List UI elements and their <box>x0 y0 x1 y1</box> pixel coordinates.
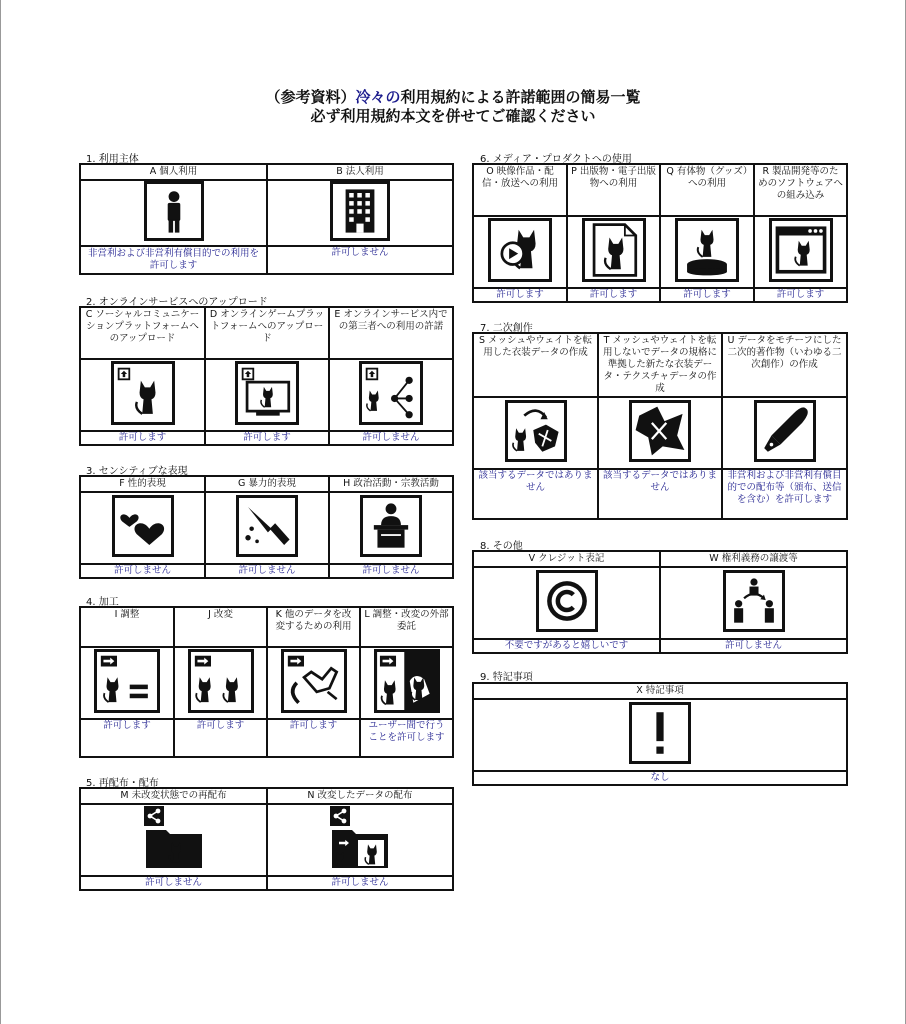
section-1-label: 1. 利用主体 <box>86 154 139 165</box>
cell-head-e: E オンラインサービス内での第三者への利用の許諾 <box>329 307 453 359</box>
status-c: 許可します <box>80 431 205 445</box>
status-r: 許可します <box>754 288 847 302</box>
section-8-table <box>472 550 848 654</box>
status-a: 非営利および非営利有償目的での利用を許可します <box>80 246 267 274</box>
section-5-label: 5. 再配布・配布 <box>86 778 159 789</box>
modify-icon <box>188 649 254 713</box>
cell-head-w: W 権利義務の譲渡等 <box>660 551 847 567</box>
adjust-icon <box>94 649 160 713</box>
status-x: なし <box>473 771 847 785</box>
status-l: ユーザー間で行うことを許可します <box>360 719 453 757</box>
video-icon <box>488 218 552 282</box>
software-icon <box>769 218 833 282</box>
publication-icon <box>582 218 646 282</box>
cell-head-x: X 特記事項 <box>473 683 847 699</box>
section-6-label: 6. メディア・プロダクトへの使用 <box>480 154 632 165</box>
section-7-table <box>472 332 848 520</box>
share-modified-icon <box>328 806 392 870</box>
cell-head-o: O 映像作品・配信・放送への利用 <box>473 164 567 216</box>
cell-head-k: K 他のデータを改変するための利用 <box>267 607 360 647</box>
cell-head-b: B 法人利用 <box>267 164 453 180</box>
section-1-table <box>79 163 454 275</box>
page-subtitle: 必ず利用規約本文を併せてご確認ください <box>310 107 596 125</box>
cell-head-a: A 個人利用 <box>80 164 267 180</box>
upload-share-icon <box>359 361 423 425</box>
person-icon <box>144 181 204 241</box>
cell-head-m: M 未改変状態での再配布 <box>80 788 267 804</box>
section-9-label: 9. 特記事項 <box>480 672 533 683</box>
status-v: 不要ですがあると嬉しいです <box>473 639 660 653</box>
section-5-table <box>79 787 454 891</box>
cell-head-r: R 製品開発等のためのソフトウェアへの組み込み <box>754 164 847 216</box>
podium-icon <box>360 495 422 557</box>
status-o: 許可します <box>473 288 567 302</box>
status-b: 許可しません <box>267 246 453 274</box>
building-icon <box>330 181 390 241</box>
status-n: 許可しません <box>267 876 453 890</box>
other-data-icon <box>281 649 347 713</box>
cell-head-p: P 出版物・電子出版物への利用 <box>567 164 660 216</box>
copyright-icon <box>536 570 598 632</box>
goods-icon <box>675 218 739 282</box>
section-6-table <box>472 163 848 303</box>
pen-nib-icon <box>754 400 816 462</box>
cell-head-h: H 政治活動・宗教活動 <box>329 476 453 492</box>
section-9-table <box>472 682 848 786</box>
upload-monitor-icon <box>235 361 299 425</box>
status-q: 許可します <box>660 288 754 302</box>
cell-head-f: F 性的表現 <box>80 476 205 492</box>
transfer-icon <box>723 570 785 632</box>
cell-head-c: C ソーシャルコミュニケーションプラットフォームへのアップロード <box>80 307 205 359</box>
section-7-label: 7. 二次創作 <box>480 323 533 334</box>
status-m: 許可しません <box>80 876 267 890</box>
outsource-icon <box>374 649 440 713</box>
status-j: 許可します <box>174 719 267 757</box>
upload-cat-icon <box>111 361 175 425</box>
knife-icon <box>236 495 298 557</box>
status-h: 許可しません <box>329 564 453 578</box>
status-p: 許可します <box>567 288 660 302</box>
share-folder-icon <box>142 806 206 870</box>
cell-head-u: U データをモチーフにした二次的著作物（いわゆる二次創作）の作成 <box>722 333 847 397</box>
cell-head-t: T メッシュやウェイトを転用しないでデータの規格に準拠した新たな衣装データ・テクスチャデータの作成 <box>598 333 722 397</box>
page-title: （参考資料）冷々の利用規約による許諾範囲の簡易一覧 <box>265 88 641 106</box>
section-8-label: 8. その他 <box>480 541 523 552</box>
section-3-table <box>79 475 454 579</box>
exclamation-icon <box>629 702 691 764</box>
status-u: 非営利および非営利有償目的での配布等（頒布、送信を含む）を許可します <box>722 469 847 519</box>
cell-head-n: N 改変したデータの配布 <box>267 788 453 804</box>
status-e: 許可しません <box>329 431 453 445</box>
section-4-table <box>79 606 454 758</box>
status-s: 該当するデータではありません <box>473 469 598 519</box>
status-t: 該当するデータではありません <box>598 469 722 519</box>
cell-head-i: I 調整 <box>80 607 174 647</box>
cell-head-j: J 改変 <box>174 607 267 647</box>
section-4-label: 4. 加工 <box>86 597 119 608</box>
cell-head-q: Q 有体物（グッズ）への利用 <box>660 164 754 216</box>
cell-head-v: V クレジット表記 <box>473 551 660 567</box>
status-d: 許可します <box>205 431 329 445</box>
section-3-label: 3. センシティブな表現 <box>86 466 188 477</box>
status-f: 許可しません <box>80 564 205 578</box>
status-g: 許可しません <box>205 564 329 578</box>
cell-head-g: G 暴力的表現 <box>205 476 329 492</box>
cell-head-d: D オンラインゲームプラットフォームへのアップロード <box>205 307 329 359</box>
status-w: 許可しません <box>660 639 847 653</box>
cell-head-s: S メッシュやウェイトを転用した衣装データの作成 <box>473 333 598 397</box>
status-i: 許可します <box>80 719 174 757</box>
status-k: 許可します <box>267 719 360 757</box>
section-2-label: 2. オンラインサービスへのアップロード <box>86 297 268 308</box>
hearts-icon <box>112 495 174 557</box>
mesh-convert-icon <box>505 400 567 462</box>
section-2-table <box>79 306 454 446</box>
cell-head-l: L 調整・改変の外部委託 <box>360 607 453 647</box>
cloth-icon <box>629 400 691 462</box>
